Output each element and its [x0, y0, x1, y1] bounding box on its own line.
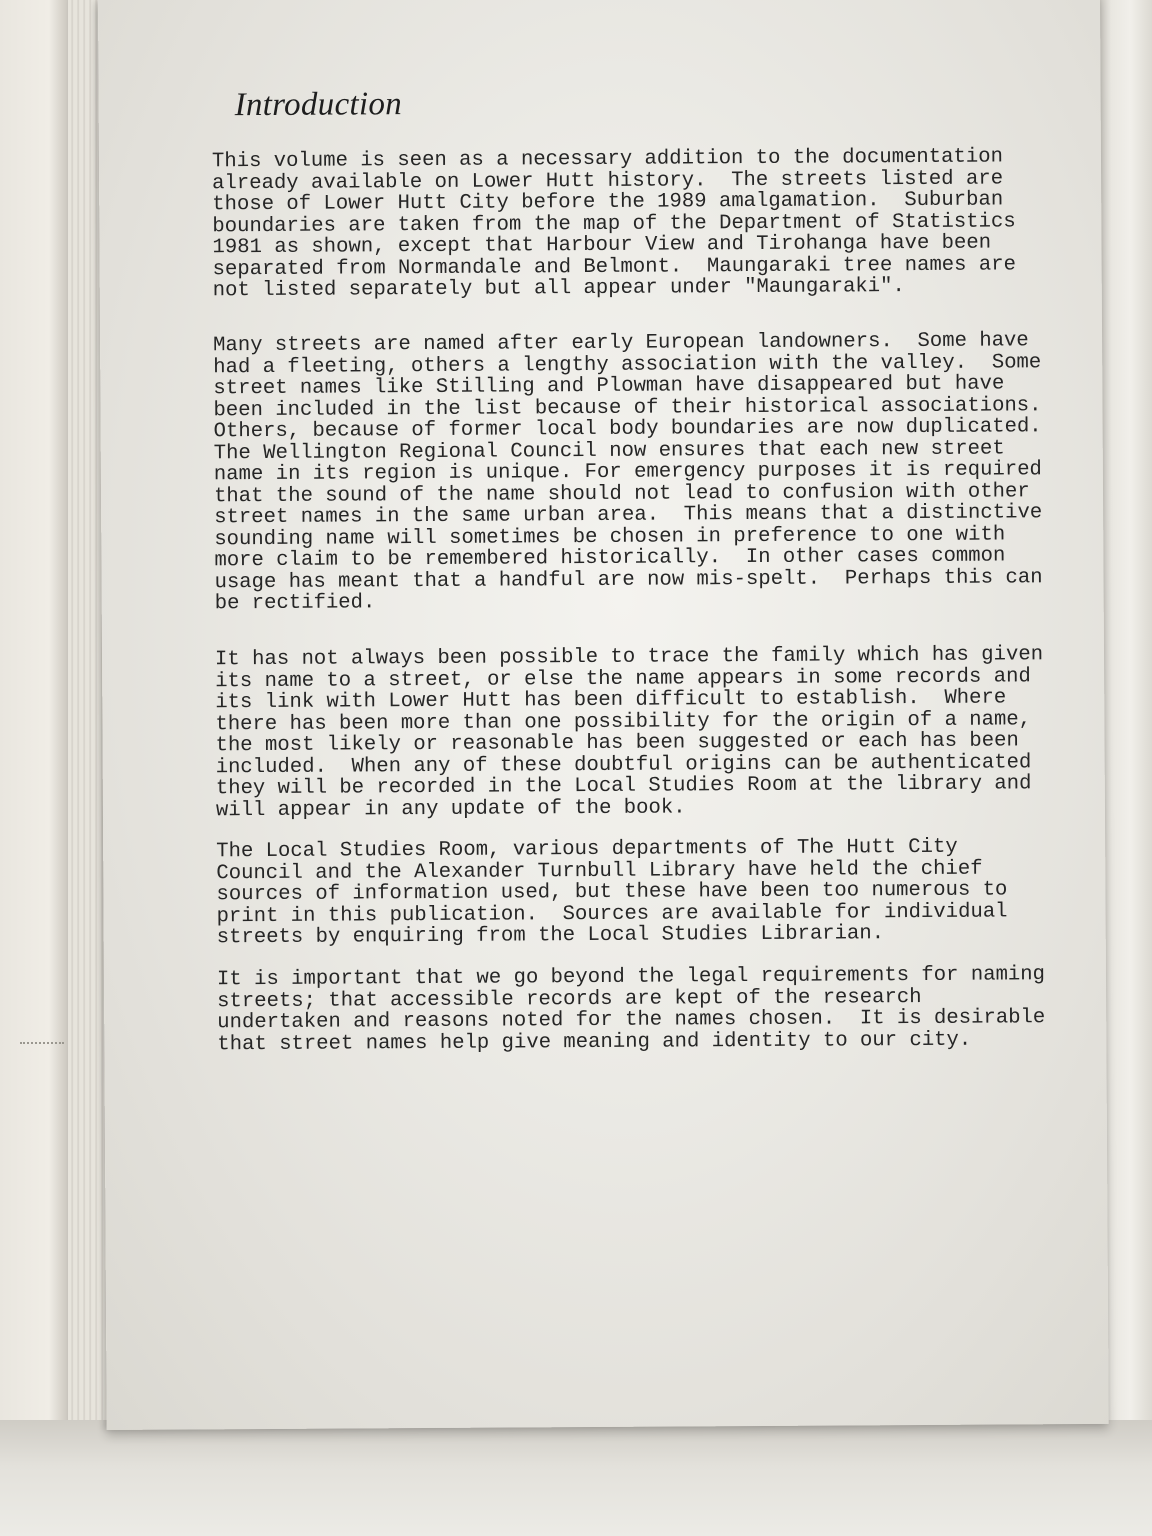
- paragraph-line: will appear in any update of the book.: [215, 795, 686, 822]
- paragraph-line: there has been more than one possibility for the origin of a name,: [215, 707, 1032, 736]
- paragraph-5: [217, 964, 1080, 1055]
- paragraph-line: The Local Studies Room, various departments of The Hutt City: [216, 835, 958, 864]
- paragraph-line: street names in the same urban area. This means that a distinctive: [214, 501, 1043, 530]
- paragraph-line: sounding name will sometimes be chosen in preference to one with: [214, 522, 1006, 551]
- paragraph-line: that street names help give meaning and identity to our city.: [217, 1028, 972, 1056]
- paragraph-line: print in this publication. Sources are available for individual: [216, 899, 1008, 928]
- paragraph-line: usage has meant that a handful are now mis-spelt. Perhaps this can: [214, 565, 1043, 594]
- paragraph-line: its link with Lower Hutt has been difficult to establish. Where: [215, 686, 1007, 715]
- paragraph-line: The Wellington Regional Council now ensures that each new street: [213, 436, 1005, 465]
- paragraph-line: already available on Lower Hutt history. The streets listed are: [212, 166, 1004, 195]
- paragraph-line: included. When any of these doubtful origins can be authenticated: [215, 750, 1032, 779]
- paragraph-line: more claim to be remembered historically. In other cases common: [214, 544, 1006, 573]
- paragraph-line: It is important that we go beyond the legal requirements for naming: [216, 963, 1046, 992]
- paragraph-line: Many streets are named after early European landowners. Some have: [213, 329, 1029, 358]
- paragraph-4: [216, 836, 1079, 949]
- paragraph-line: not listed separately but all appear under "Maungaraki".: [212, 275, 905, 303]
- paragraph-line: streets; that accessible records are kept of the research: [217, 985, 922, 1013]
- paragraph-line: name in its region is unique. For emergency purposes it is required: [213, 458, 1042, 487]
- paragraph-line: be rectified.: [214, 591, 376, 616]
- paragraph-line: boundaries are taken from the map of the Department of Statistics: [212, 209, 1016, 238]
- paragraph-line: Council and the Alexander Turnbull Library have held the chief: [216, 857, 983, 885]
- document-page: [98, 0, 1109, 1430]
- paragraph-line: Others, because of former local body boundaries are now duplicated.: [213, 415, 1042, 444]
- paragraph-1: [212, 146, 1075, 302]
- paragraph-line: had a fleeting, others a lengthy association with the valley. Some: [213, 350, 1042, 379]
- paragraph-line: been included in the list because of their historical associations.: [213, 393, 1042, 422]
- paragraph-line: sources of information used, but these have been too numerous to: [216, 878, 1008, 907]
- page-heading: Introduction: [234, 86, 403, 124]
- paragraph-line: streets by enquiring from the Local Studies Librarian.: [216, 922, 885, 950]
- paragraph-line: those of Lower Hutt City before the 1989 amalgamation. Suburban: [212, 188, 1004, 217]
- desk-surface: [0, 1420, 1152, 1536]
- paragraph-line: This volume is seen as a necessary addition to the documentation: [211, 145, 1003, 174]
- paragraph-line: they will be recorded in the Local Studies Room at the library and: [215, 772, 1032, 801]
- paragraph-line: its name to a street, or else the name appears in some records and: [215, 664, 1031, 693]
- paragraph-line: 1981 as shown, except that Harbour View and Tirohanga have been: [212, 231, 992, 260]
- left-page-mark: [20, 1042, 64, 1048]
- paragraph-line: It has not always been possible to trace the family which has given: [214, 643, 1044, 672]
- paragraph-3: [215, 644, 1078, 821]
- paragraph-2: [213, 330, 1077, 615]
- paragraph-line: that the sound of the name should not lead to confusion with other: [213, 479, 1030, 508]
- left-facing-page: [0, 0, 70, 1536]
- paragraph-line: street names like Stilling and Plowman have disappeared but have: [213, 372, 1005, 401]
- paragraph-line: the most likely or reasonable has been suggested or each has been: [215, 729, 1019, 758]
- paragraph-line: undertaken and reasons noted for the names chosen. It is desirable: [217, 1006, 1046, 1035]
- paragraph-line: separated from Normandale and Belmont. Maungaraki tree names are: [212, 252, 1016, 281]
